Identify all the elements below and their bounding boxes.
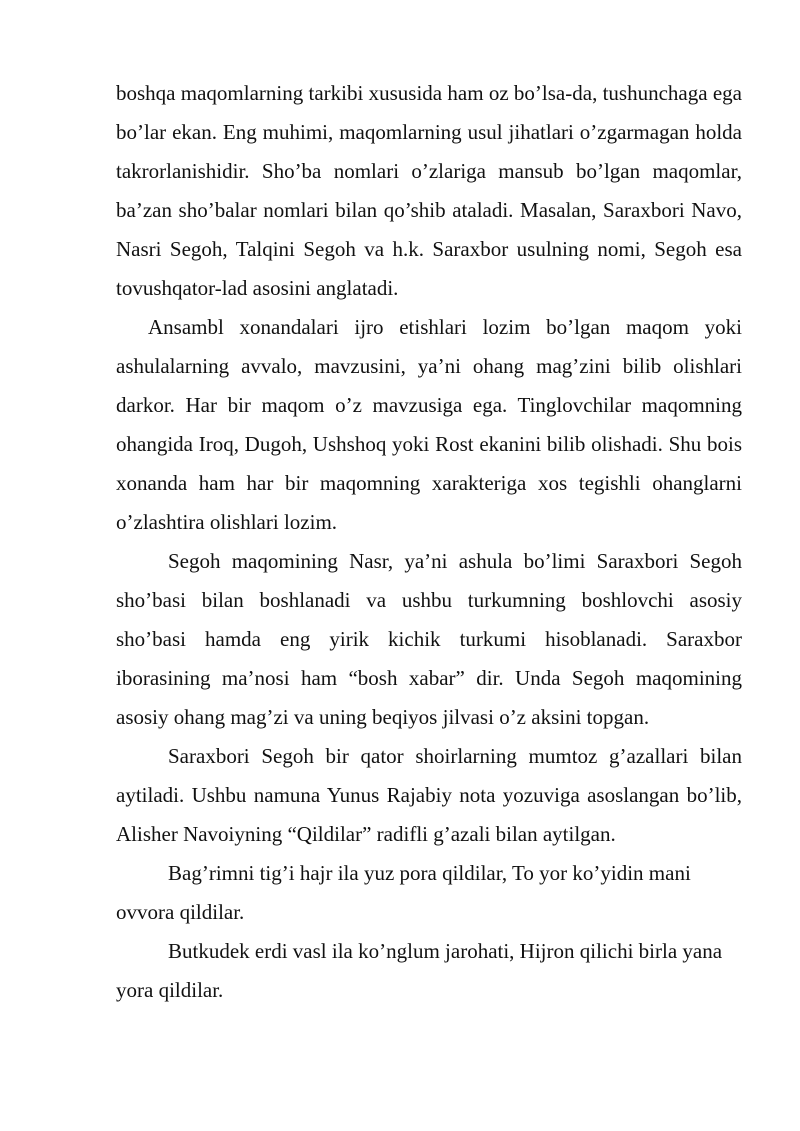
poem-verse-2: Butkudek erdi vasl ila ko’nglum jarohati, Hijron qilichi birla yana yora qildilar.: [116, 939, 723, 1002]
paragraph-2: Ansambl xonandalari ijro etishlari lozim bo’lgan maqom yoki ashulalarning avvalo, mavzusini, ya’ni ohang mag’zini bilib olishlari darkor. Har bir maqom o’z mavzusiga ega. Tinglovchilar maqomning ohangida Iroq, Dugoh, Ushshoq yoki Rost ekanini bilib olishadi. Shu bois xonanda ham har bir maqomning xarakteriga xos tegishli ohanglarni o’zlashtira olishlari lozim.: [116, 315, 742, 534]
document-page: [116, 74, 742, 1010]
paragraph-4: Saraxbori Segoh bir qator shoirlarning mumtoz g’azallari bilan aytiladi. Ushbu namuna Yunus Rajabiy nota yozuviga asoslangan bo’lib, Alisher Navoiyning “Qildilar” radifli g’azali bilan aytilgan.: [116, 744, 742, 846]
poem-verse-1: Bag’rimni tig’i hajr ila yuz pora qildilar, To yor ko’yidin mani ovvora qildilar.: [116, 861, 691, 924]
paragraph-3: Segoh maqomining Nasr, ya’ni ashula bo’limi Saraxbori Segoh sho’basi bilan boshlanadi va ushbu turkumning boshlovchi asosiy sho’basi hamda eng yirik kichik turkumi hisoblanadi. Saraxbor iborasining ma’nosi ham “bosh xabar” dir. Unda Segoh maqomining asosiy ohang mag’zi va uning beqiyos jilvasi o’z aksini topgan.: [116, 549, 742, 729]
paragraph-1: boshqa maqomlarning tarkibi xususida ham oz bo’lsa-da, tushunchaga ega bo’lar ekan. Eng muhimi, maqomlarning usul jihatlari o’zgarmagan holda takrorlanishidir. Sho’ba nomlari o’zlariga mansub bo’lgan maqomlar, ba’zan sho’balar nomlari bilan qo’shib ataladi. Masalan, Saraxbori Navo, Nasri Segoh, Talqini Segoh va h.k. Saraxbor usulning nomi, Segoh esa tovushqator-lad asosini anglatadi.: [116, 81, 742, 300]
